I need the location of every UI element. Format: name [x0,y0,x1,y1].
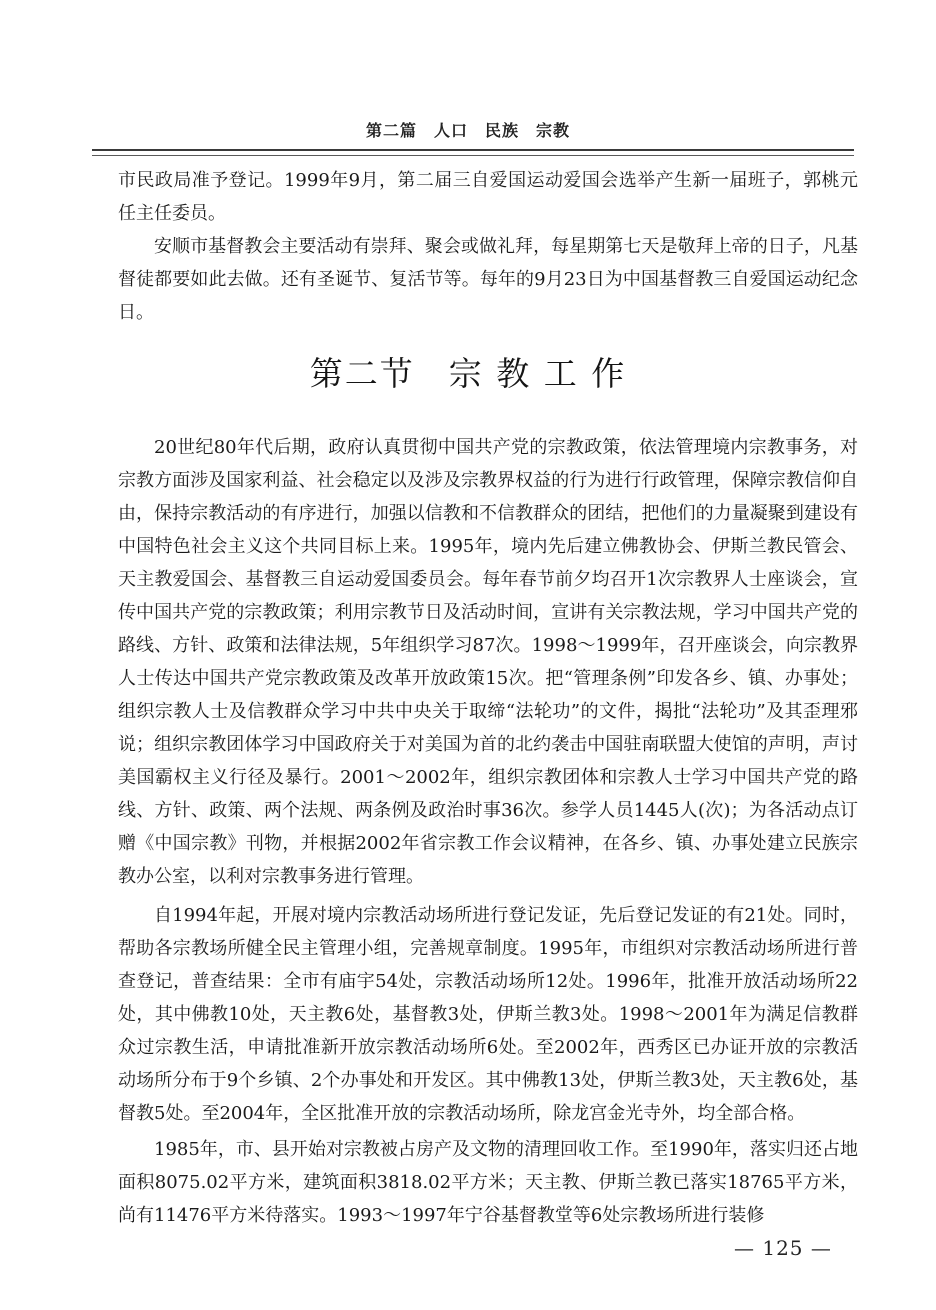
paragraph-property-return: 1985年，市、县开始对宗教被占房产及文物的清理回收工作。至1990年，落实归还占地面积8075.02平方米，建筑面积3818.02平方米；天主教、伊斯兰教已落实18765平方米，尚有11476平方米待落实。1993～1997年宁谷基督教堂等6处宗教场所进行装修 [118,1139,858,1226]
paragraph-christian-activities: 安顺市基督教会主要活动有崇拜、聚会或做礼拜，每星期第七天是敬拜上帝的日子，凡基督徒都要如此去做。还有圣诞节、复活节等。每年的9月23日为中国基督教三自爱国运动纪念日。 [118,236,858,323]
section-title [0,352,936,396]
paragraph-continuation: 市民政局准予登记。1999年9月，第二届三自爱国运动爱国会选举产生新一届班子，郭桃元任主任委员。 [118,170,858,224]
paragraph-religious-policy: 20世纪80年代后期，政府认真贯彻中国共产党的宗教政策，依法管理境内宗教事务，对宗教方面涉及国家利益、社会稳定以及涉及宗教界权益的行为进行行政管理，保障宗教信仰自由，保持宗教活动的有序进行，加强以信教和不信教群众的团结，把他们的力量凝聚到建设有中国特色社会主义这个共同目标上来。1995年，境内先后建立佛教协会、伊斯兰教民管会、天主教爱国会、基督教三自运动爱国委员会。每年春节前夕均召开1次宗教界人士座谈会，宣传中国共产党的宗教政策；利用宗教节日及活动时间，宣讲有关宗教法规，学习中国共产党的路线、方针、政策和法律法规，5年组织学习87次。1998～1999年，召开座谈会，向宗教界人士传达中国共产党宗教政策及改革开放政策15次。把“管理条例”印发各乡、镇、办事处；组织宗教人士及信教群众学习中共中央关于取缔“法轮功”的文件，揭批“法轮功”及其歪理邪说；组织宗教团体学习中国政府关于对美国为首的北约袭击中国驻南联盟大使馆的声明，声讨美国霸权主义行径及暴行。2001～2002年，组织宗教团体和宗教人士学习中国共产党的路线、方针、政策、两个法规、两条例及政治时事36次。参学人员1445人(次)；为各活动点订赠《中国宗教》刊物，并根据2002年省宗教工作会议精神，在各乡、镇、办事处建立民族宗教办公室，以利对宗教事务进行管理。 [118,437,858,887]
running-header: 第二篇 人口 民族 宗教 [365,121,570,140]
paragraph-venue-registration: 自1994年起，开展对境内宗教活动场所进行登记发证，先后登记发证的有21处。同时，帮助各宗教场所健全民主管理小组，完善规章制度。1995年，市组织对宗教活动场所进行普查登记，普查结果：全市有庙宇54处，宗教活动场所12处。1996年，批准开放活动场所22处，其中佛教10处，天主教6处，基督教3处，伊斯兰教3处。1998～2001年为满足信教群众过宗教生活，申请批准新开放宗教活动场所6处。至2002年，西秀区已办证开放的宗教活动场所分布于9个乡镇、2个办事处和开发区。其中佛教13处，伊斯兰教3处，天主教6处，基督教5处。至2004年，全区批准开放的宗教活动场所，除龙宫金光寺外，均全部合格。 [118,905,858,1124]
header-rule-thin [92,155,854,156]
page-number: — 125 — [734,1236,832,1260]
section-heading: 宗 教 工 作 [448,354,627,393]
section-number: 第二节 [309,354,415,393]
header-rule-thick [92,149,854,151]
